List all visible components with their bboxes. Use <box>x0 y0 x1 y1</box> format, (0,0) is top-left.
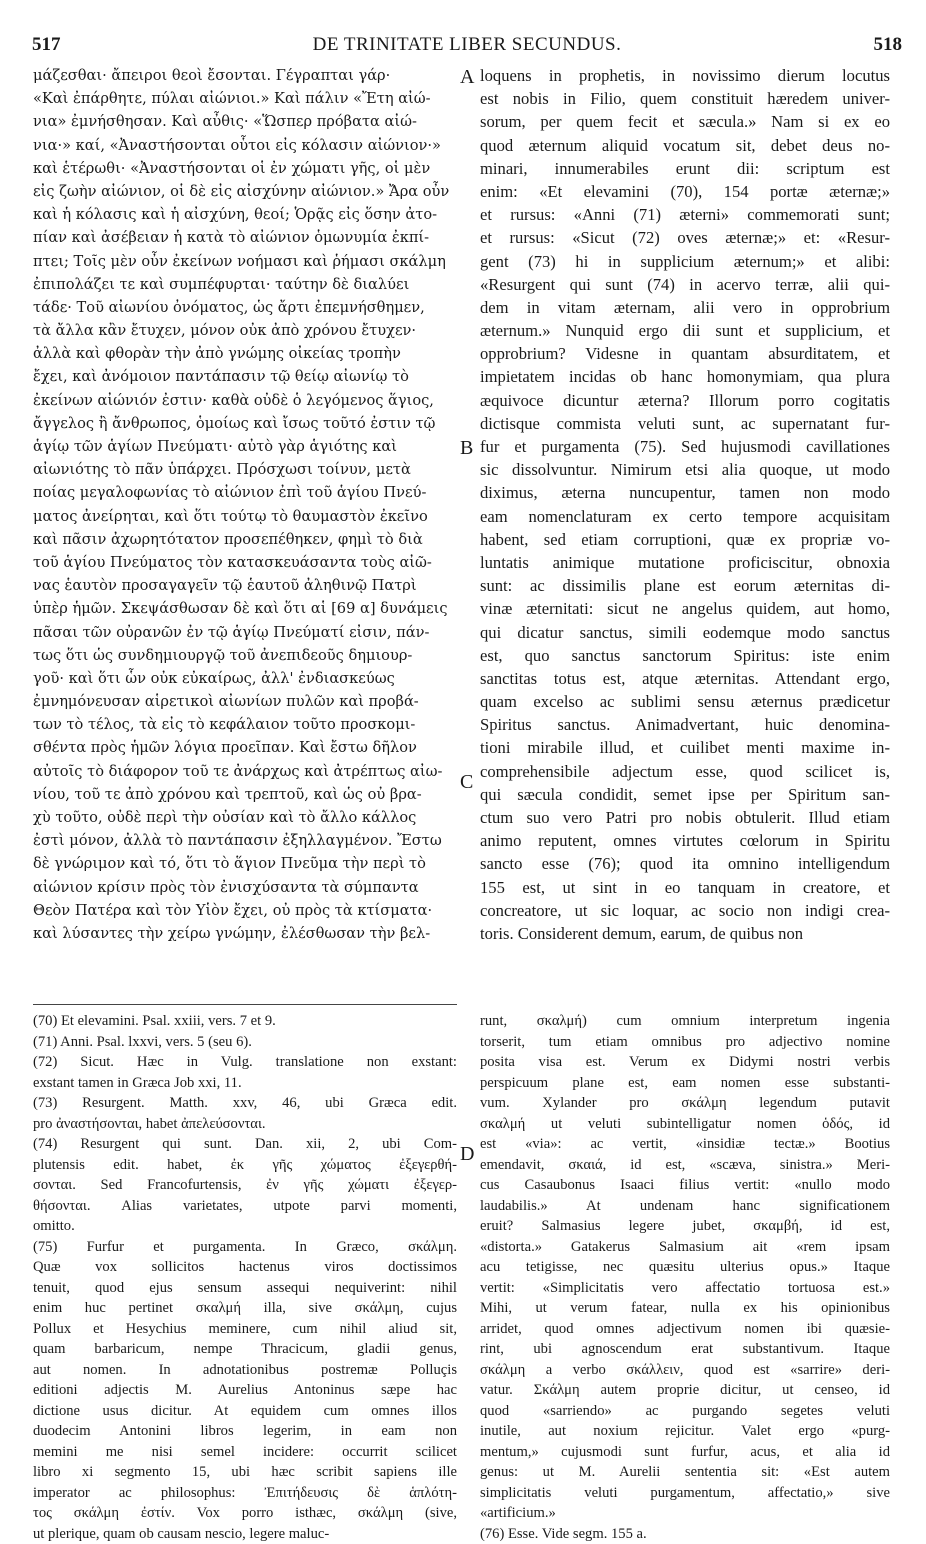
latin-text-line: gent (73) hi in supplicium æternum;» et alibi: <box>480 250 890 273</box>
footnote-line: (75) Furfur et purgamenta. In Græco, σκάλμη. <box>33 1237 457 1258</box>
greek-text-line: ἁγίῳ τῶν ἁγίων Πνεύματι· αὐτὸ γὰρ ἁγιότης καὶ <box>33 435 457 458</box>
greek-text-line: ἐμνημόνευσαν αἱρετικοὶ αἰωνίων πυλῶν καὶ προβά- <box>33 690 457 713</box>
latin-text-column <box>480 64 890 945</box>
footnote-line: genus: ut M. Aurelii sententia sit: «Est autem <box>480 1462 890 1483</box>
greek-text-line: αἰώνιον κρίσιν πρὸς τὸν ἐνισχύσαντα τὰ σύμπαντα <box>33 876 457 899</box>
latin-text-line: dem in vitam æternam, alii vero in opprobrium <box>480 296 890 319</box>
latin-text-line: quam excelso ac sublimi sensu æternus prædicetur <box>480 690 890 713</box>
latin-text-line: qui sæcula condidit, semet ipse per Spiritum san- <box>480 783 890 806</box>
footnote-line: plutensis edit. habet, ἐκ γῆς χώματος ἐξεγερθή- <box>33 1155 457 1176</box>
greek-text-line: ἄγγελος ἢ ἄνθρωπος, ὁμοίως καὶ ἴσως τοῦτό ἐστιν τῷ <box>33 412 457 435</box>
latin-text-line: Spiritus sanctus. Animadvertant, huic denomina- <box>480 713 890 736</box>
latin-text-line: toris. Considerent demum, earum, de quibus non <box>480 922 890 945</box>
latin-text-line: æternum.» Nunquid ergo dii sunt et supplicium, et <box>480 319 890 342</box>
notes-separator-rule <box>33 1004 457 1005</box>
margin-marker-d: D <box>460 1143 474 1166</box>
greek-text-line: μάζεσθαι· ἄπειροι θεοὶ ἔσονται. Γέγραπται γάρ· <box>33 64 457 87</box>
page-number-right: 518 <box>874 34 903 56</box>
latin-text-line: impietatem incidas ob hanc homonymiam, qua plura <box>480 365 890 388</box>
footnote-line: mentum,» cujusmodi sunt furfur, acus, et alia id <box>480 1442 890 1463</box>
latin-text-line: qui dicatur sanctus, simili eodemque modo sanctus <box>480 621 890 644</box>
margin-marker-c: C <box>460 771 473 794</box>
footnote-line: σκάλμη a verbo σκάλλειν, quod est «sarrire» deri- <box>480 1360 890 1381</box>
footnote-line: tenuit, quod ejus sensum assequi nequiverint: nihil <box>33 1278 457 1299</box>
latin-text-line: dictisque commista veluti sunt, ac supernatant fur- <box>480 412 890 435</box>
greek-text-line: τως ὅτι ὡς συνδημιουργῷ τοῦ ἀνεπιδεοῦς δημιουρ- <box>33 644 457 667</box>
footnote-line: «distorta.» Gatakerus Salmasium ait «rem ipsam <box>480 1237 890 1258</box>
footnote-line: acu tetigisse, nec quæsitu ulterius opus.» Itaque <box>480 1257 890 1278</box>
footnote-line: Mihi, ut verum fatear, nulla ex his opinionibus <box>480 1298 890 1319</box>
page-header <box>32 34 902 62</box>
footnote-line: σονται. Sed Francofurtensis, ἐν γῆς χώματι ἐξεγερ- <box>33 1175 457 1196</box>
greek-text-line: Θεὸν Πατέρα καὶ τὸν Υἱὸν ἔχει, οὐ πρὸς τὰ κτίσματα· <box>33 899 457 922</box>
footnote-line: emendavit, σκαιά, id est, «scæva, sinistra.» Meri- <box>480 1155 890 1176</box>
greek-text-line: νια» ἐμνήσθησαν. Καὶ αὖθις· «Ὥσπερ πρόβατα αἰώ- <box>33 110 457 133</box>
greek-text-line: πίαν καὶ ἀσέβειαν ἡ κατὰ τὸ αἰώνιον ὁμωνυμία ἐκπί- <box>33 226 457 249</box>
footnote-line: laudabilis.» At undenam hanc significationem <box>480 1196 890 1217</box>
greek-text-line: νίου, τοῦ τε ἀπὸ χρόνου καὶ τρεπτοῦ, καὶ ὡς οὐ βρα- <box>33 783 457 806</box>
latin-text-line: est nobis in Filio, quem constituit hæredem univer- <box>480 87 890 110</box>
latin-text-line: «Resurgent qui sunt (74) in acervo terræ, alii qui- <box>480 273 890 296</box>
footnote-line: (70) Et elevamini. Psal. xxiii, vers. 7 et 9. <box>33 1011 457 1032</box>
footnote-line: exstant tamen in Græca Job xxi, 11. <box>33 1073 457 1094</box>
latin-text-line: comprehensibile adjectum esse, quod scilicet is, <box>480 760 890 783</box>
latin-text-line: sunt: ac dissimilis plane est eorum æternitas di- <box>480 574 890 597</box>
footnote-line: est «via»: ac vertit, «insidiæ tectæ.» Bootius <box>480 1134 890 1155</box>
latin-text-line: ctum suo vero Patri pro nobis obtulerit. Illud etiam <box>480 806 890 829</box>
greek-text-line: γοῦ· καὶ ὅτι ὧν οὐκ εὐκαίρως, ἀλλ' ἐνδιασκεύως <box>33 667 457 690</box>
latin-text-line: eam nomenclaturam ex certo tempore acquisitam <box>480 505 890 528</box>
footnote-line: enim huc pertinet σκαλμή illa, sive σκάλμη, cujus <box>33 1298 457 1319</box>
footnote-line: eruit? Salmasius legere jubet, σκαμβή, id est, <box>480 1216 890 1237</box>
footnote-line: perspicuum plane est, eam nomen esse substanti- <box>480 1073 890 1094</box>
footnote-line: posita visa est. Verum ex Didymi nostri verbis <box>480 1052 890 1073</box>
greek-text-line: αἰωνιότης τὸ πᾶν ὑπάρχει. Πρόσχωσι τοίνυν, μετὰ <box>33 458 457 481</box>
greek-text-line: δὲ γνώριμον καὶ τό, ὅτι τὸ ἅγιον Πνεῦμα τὴν περὶ τὸ <box>33 852 457 875</box>
greek-text-line: τὰ ἄλλα κἂν ἔτυχεν, μόνον οὐκ ἀπὸ χρόνου ἔτυχεν· <box>33 319 457 342</box>
latin-text-line: concreatore, ut sic loquar, ac socio non indigi crea- <box>480 899 890 922</box>
margin-marker-a: A <box>460 66 474 89</box>
footnotes-right-column <box>480 1011 890 1544</box>
greek-text-line: «Καὶ ἐπάρθητε, πύλαι αἰώνιοι.» Καὶ πάλιν «Ἔτη αἰώ- <box>33 87 457 110</box>
latin-text-line: et rursus: «Anni (71) æterni» commemorati sunt; <box>480 203 890 226</box>
footnote-line: «artificium.» <box>480 1503 890 1524</box>
greek-text-line: ματος ἀνείρηται, καὶ ὅτι τούτῳ τὸ θαυμαστὸν ἐκεῖνο <box>33 505 457 528</box>
footnote-line: τος σκάλμη ἐστίν. Vox porro isthæc, σκάλμη (sive, <box>33 1503 457 1524</box>
footnote-line: memini me nisi semel incidere: occurrit scilicet <box>33 1442 457 1463</box>
footnote-line: arridet, quod omnes adjectivum nomen ibi quæsie- <box>480 1319 890 1340</box>
latin-text-line: tioni mirabile illud, et cuilibet menti maxime in- <box>480 736 890 759</box>
footnote-line: omitto. <box>33 1216 457 1237</box>
latin-text-line: enim: «Et elevamini (70), 154 portæ æternæ;» <box>480 180 890 203</box>
footnote-line: (73) Resurgent. Matth. xxv, 46, ubi Græca edit. <box>33 1093 457 1114</box>
greek-text-line: καὶ πᾶσιν ἀχωρητότατον προσεπέθηκεν, φημὶ τὸ διὰ <box>33 528 457 551</box>
latin-text-line: sancto esse (76); quod ita omnino intelligendum <box>480 852 890 875</box>
latin-text-line: opprobrium? Videsne in quantam absurditatem, et <box>480 342 890 365</box>
greek-text-line: ἀλλὰ καὶ φθορὰν τὴν ἀπὸ γνώμης οἰκείας τροπὴν <box>33 342 457 365</box>
footnote-line: torserit, tum etiam omnibus pro adjectivo nomine <box>480 1032 890 1053</box>
latin-text-line: sorum, per quem fecit et sæcula.» Nam si ex eo <box>480 110 890 133</box>
greek-text-line: πᾶσαι τῶν οὐρανῶν ἐν τῷ ἁγίῳ Πνεύματί εἰσιν, πάν- <box>33 621 457 644</box>
latin-text-line: fur et purgamenta (75). Sed hujusmodi cavillationes <box>480 435 890 458</box>
footnote-line: (74) Resurgent qui sunt. Dan. xii, 2, ubi Com- <box>33 1134 457 1155</box>
greek-text-column <box>33 64 457 945</box>
footnote-line: (72) Sicut. Hæc in Vulg. translatione non exstant: <box>33 1052 457 1073</box>
greek-text-line: νας ἑαυτὸν προσαγαγεῖν τῷ ἑαυτοῦ ἀληθινῷ Πατρὶ <box>33 574 457 597</box>
latin-text-line: animo reputent, omnes virtutes cœlorum in Spiritu <box>480 829 890 852</box>
footnote-line: cus Casaubonus Isaaci filius vertit: «nullo modo <box>480 1175 890 1196</box>
greek-text-line: χὺ τοῦτο, οὐδὲ περὶ τὴν οὐσίαν καὶ τὸ ἄλλο κάλλος <box>33 806 457 829</box>
greek-text-line: εἰς ζωὴν αἰώνιον, οἱ δὲ εἰς αἰσχύνην αἰώνιον.» Ἄρα οὖν <box>33 180 457 203</box>
footnote-line: vatur. Σκάλμη autem proprie dicitur, ut censeo, id <box>480 1380 890 1401</box>
footnote-line: runt, σκαλμή) cum omnium interpretum ingenia <box>480 1011 890 1032</box>
latin-text-line: sanctitas totus est, atque æternitas. Attendant ergo, <box>480 667 890 690</box>
footnote-line: σκαλμή ut veluti subintelligatur nomen ὁδός, id <box>480 1114 890 1135</box>
footnote-line: editioni adjectis M. Aurelius Antoninus sæpe hac <box>33 1380 457 1401</box>
footnote-line: θήσονται. Alias varietates, utpote parvi momenti, <box>33 1196 457 1217</box>
footnote-line: vertit: «Simplicitatis vero affectatio tortuosa est.» <box>480 1278 890 1299</box>
latin-text-line: minari, innumerabiles erunt dii: scriptum est <box>480 157 890 180</box>
footnote-line: (71) Anni. Psal. lxxvi, vers. 5 (seu 6). <box>33 1032 457 1053</box>
footnote-line: rint, ubi agnoscendum erat substantivum. Itaque <box>480 1339 890 1360</box>
greek-text-line: πτει; Τοῖς μὲν οὖν ἐκείνων νοήμασι καὶ ῥήμασι σκάλμη <box>33 250 457 273</box>
footnote-line: Pollux et Hesychius meminere, cum nihil aliud sit, <box>33 1319 457 1340</box>
latin-text-line: vinæ æternitati: sicut ne angelus quidem, aut homo, <box>480 597 890 620</box>
latin-text-line: luntatis animique mutatione proficiscitur, obnoxia <box>480 551 890 574</box>
latin-text-line: diximus, æterna nuncupentur, tamen non modo <box>480 481 890 504</box>
footnote-line: duodecim Antonini libros legerim, in eam non <box>33 1421 457 1442</box>
latin-text-line: quod æternum aliquid vocatum sit, debet deus no- <box>480 134 890 157</box>
greek-text-line: ποίας μεγαλοφωνίας τὸ αἰώνιον ἐπὶ τοῦ ἁγίου Πνεύ- <box>33 481 457 504</box>
greek-text-line: ἐκείνων αἰώνιόν ἐστιν· καθὰ οὐδὲ ὁ λεγόμενος ἅγιος, <box>33 389 457 412</box>
footnote-line: quod «sarriendo» ac purgando segetes veluti <box>480 1401 890 1422</box>
latin-text-line: sic dissolvuntur. Nimirum etsi alia quoque, ut modo <box>480 458 890 481</box>
footnote-line: vum. Xylander pro σκάλμη legendum putavit <box>480 1093 890 1114</box>
greek-text-line: καὶ λύσαντες τὴν χείρω γνώμην, ἐλέσθωσαν τὴν βελ- <box>33 922 457 945</box>
greek-text-line: σθέντα πρὸς ἡμῶν λόγια προεῖπαν. Καὶ ἔστω δῆλον <box>33 736 457 759</box>
footnote-line: pro ἀναστήσονται, habet ἀπελεύσονται. <box>33 1114 457 1135</box>
greek-text-line: τάδε· Τοῦ αἰωνίου ὀνόματος, ὡς ἄρτι ἐπεμνήσθημεν, <box>33 296 457 319</box>
latin-text-line: loquens in prophetis, in novissimo dierum locutus <box>480 64 890 87</box>
footnotes-left-column <box>33 1011 457 1544</box>
greek-text-line: καὶ ἡ κόλασις καὶ ἡ αἰσχύνη, θεοί; Ὁρᾷς εἰς ὅσην ἀτο- <box>33 203 457 226</box>
greek-text-line: ἐστὶ μόνον, ἀλλὰ τὸ παντάπασιν ἐξηλλαγμένον. Ἔστω <box>33 829 457 852</box>
greek-text-line: αὐτοῖς τὸ διάφορον τοῦ τε ἀνάρχως καὶ ἀτρέπτως αἰω- <box>33 760 457 783</box>
latin-text-line: et rursus: «Sicut (72) oves æternæ;» et: «Resur- <box>480 226 890 249</box>
greek-text-line: ἐπιπολάζει τε καὶ συμπέφυρται· ταύτην δὲ διαλύει <box>33 273 457 296</box>
footnote-line: ut plerique, quam ob causam nescio, legere maluc- <box>33 1524 457 1544</box>
margin-marker-b: B <box>460 437 473 460</box>
latin-text-line: 155 est, ut sint in eo tanquam in creatore, et <box>480 876 890 899</box>
greek-text-line: ὑπὲρ ἡμῶν. Σκεψάσθωσαν δὲ καὶ ὅτι αἱ [69 α] δυνάμεις <box>33 597 457 620</box>
greek-text-line: των τὸ τέλος, τὰ εἰς τὸ κεφάλαιον τοῦτο προσκομι- <box>33 713 457 736</box>
latin-text-line: est, quo sanctus sanctorum Spiritus: iste enim <box>480 644 890 667</box>
footnote-line: imperator ac philosophus: Ἐπιτήδευσις δὲ ἁπλότη- <box>33 1483 457 1504</box>
footnote-line: quam barbaricum, nempe Thracicum, gladii genus, <box>33 1339 457 1360</box>
latin-text-line: æquivoce dicuntur æterna? Illorum porro cogitatis <box>480 389 890 412</box>
footnote-line: simplicitatis veluti purgamentum, affectatio,» sive <box>480 1483 890 1504</box>
greek-text-line: καὶ ἑτέρωθι· «Ἀναστήσονται οἱ ἐν χώματι γῆς, οἱ μὲν <box>33 157 457 180</box>
footnote-line: libro xi segmento 15, ubi hæc scribit sapiens ille <box>33 1462 457 1483</box>
footnote-line: aut nomen. In adnotationibus postremæ Polluçis <box>33 1360 457 1381</box>
greek-text-line: νια·» καί, «Ἀναστήσονται οὗτοι εἰς κόλασιν αἰώνιον·» <box>33 134 457 157</box>
running-title: DE TRINITATE LIBER SECUNDUS. <box>32 34 902 56</box>
footnote-line: (76) Esse. Vide segm. 155 a. <box>480 1524 890 1544</box>
page-number-left: 517 <box>32 34 61 56</box>
footnote-line: Quæ vox sollicitos hactenus viros doctissimos <box>33 1257 457 1278</box>
footnote-line: inutile, aut noxium rejicitur. Valet ergo «purg- <box>480 1421 890 1442</box>
greek-text-line: ἔχει, καὶ ἀνόμοιον παντάπασιν τῷ θείῳ αἰωνίῳ τὸ <box>33 365 457 388</box>
greek-text-line: τοῦ ἁγίου Πνεύματος τὸν κατασκευάσαντα τοὺς αἰῶ- <box>33 551 457 574</box>
latin-text-line: habent, sed etiam corruptioni, quæ ex propriæ vo- <box>480 528 890 551</box>
footnote-line: dictione usus dicitur. At equidem cum omnes illos <box>33 1401 457 1422</box>
